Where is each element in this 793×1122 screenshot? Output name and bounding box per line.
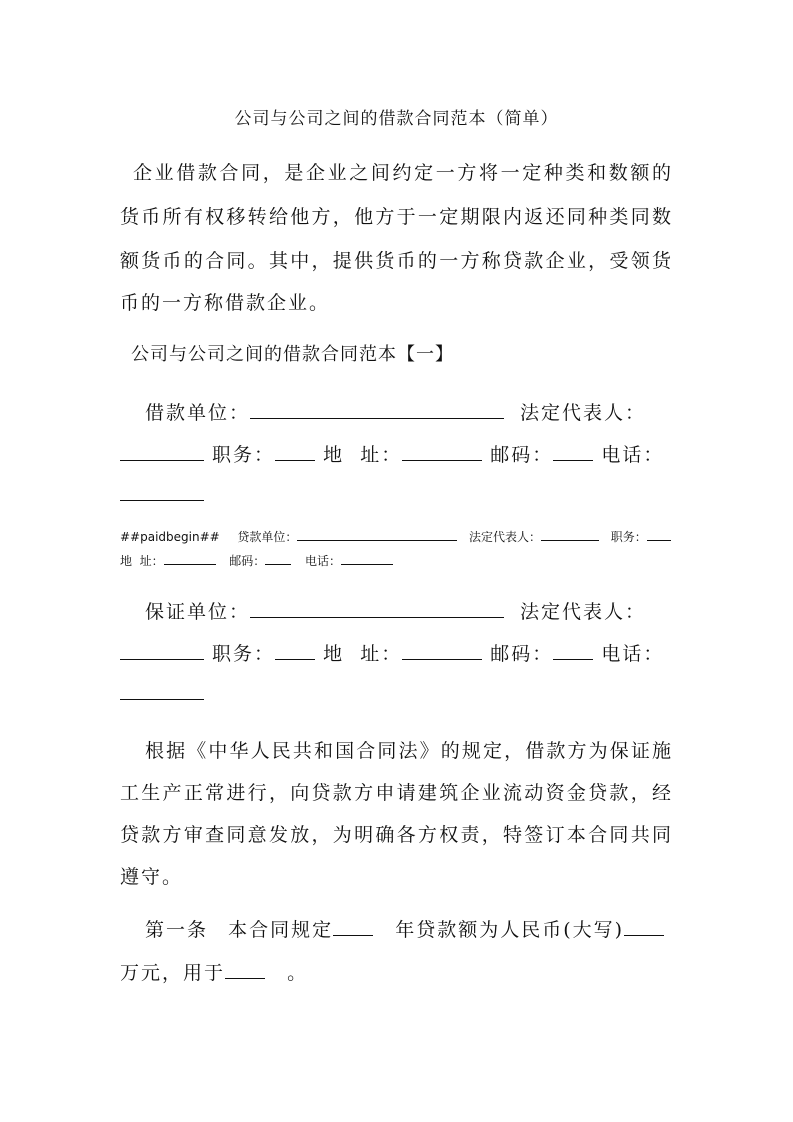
- lender-unit-label: 贷款单位：: [237, 530, 298, 544]
- lender-postcode-blank[interactable]: [265, 552, 291, 565]
- lender-duty-label: 职务：: [610, 530, 647, 544]
- guarantor-duty-blank[interactable]: [275, 642, 315, 660]
- borrower-rep-blank[interactable]: [120, 443, 204, 461]
- small-block-line-2: [120, 552, 673, 569]
- borrower-line-1: [145, 398, 673, 425]
- borrower-phone-blank[interactable]: [120, 483, 204, 501]
- lender-rep-label: 法定代表人：: [469, 530, 542, 544]
- article1-line-2: [120, 958, 673, 985]
- basis-line-1: 根据《中华人民共和国合同法》的规定，借款方为保证施: [145, 740, 673, 762]
- borrower-address-label: 地 址：: [323, 444, 403, 466]
- borrower-line-2: [120, 440, 673, 467]
- article1-amount-blank[interactable]: [624, 918, 664, 936]
- document-title: 公司与公司之间的借款合同范本（简单）: [234, 109, 559, 129]
- lender-phone-blank[interactable]: [341, 552, 393, 565]
- article1-text-c: 万元，用于: [120, 962, 226, 984]
- borrower-address-blank[interactable]: [402, 443, 482, 461]
- article1-text-d: 。: [287, 962, 309, 984]
- lender-phone-label: 电话：: [304, 554, 341, 568]
- basis-line-4: 遵守。: [120, 866, 184, 888]
- borrower-duty-blank[interactable]: [275, 443, 315, 461]
- guarantor-address-blank[interactable]: [402, 642, 482, 660]
- guarantor-address-label: 地 址：: [323, 643, 403, 665]
- intro-line-2: 货币所有权移转给他方，他方于一定期限内返还同种类同数: [120, 206, 673, 228]
- intro-line-4: 币的一方称借款企业。: [120, 292, 331, 314]
- borrower-duty-label: 职务：: [212, 444, 276, 466]
- borrower-phone-label: 电话：: [601, 444, 665, 466]
- borrower-postcode-blank[interactable]: [553, 443, 593, 461]
- guarantor-line-3: [120, 682, 673, 705]
- basis-line-3: 贷款方审查同意发放，为明确各方权责，特签订本合同共同: [120, 824, 673, 846]
- lender-duty-blank[interactable]: [647, 528, 671, 541]
- article1-purpose-blank[interactable]: [225, 961, 265, 979]
- lender-address-blank[interactable]: [164, 552, 216, 565]
- lender-rep-blank[interactable]: [541, 528, 599, 541]
- paid-marker: ##paidbegin##: [120, 530, 220, 544]
- guarantor-phone-label: 电话：: [601, 643, 665, 665]
- basis-line-2: 工生产正常进行，向贷款方申请建筑企业流动资金贷款，经: [120, 782, 673, 804]
- borrower-postcode-label: 邮码：: [490, 444, 554, 466]
- article1-line-1: [145, 915, 673, 942]
- article1-text-b: 年贷款额为人民币(大写): [395, 919, 625, 941]
- guarantor-rep-label: 法定代表人：: [520, 601, 647, 623]
- guarantor-duty-label: 职务：: [212, 643, 276, 665]
- guarantor-rep-blank[interactable]: [120, 642, 204, 660]
- borrower-rep-label: 法定代表人：: [520, 402, 647, 424]
- borrower-unit-label: 借款单位：: [145, 402, 251, 424]
- small-block-line-1: [120, 528, 673, 545]
- article1-text-a: 本合同规定: [228, 919, 334, 941]
- intro-line-1: 企业借款合同，是企业之间约定一方将一定种类和数额的: [133, 162, 673, 184]
- lender-postcode-label: 邮码：: [229, 554, 266, 568]
- borrower-line-3: [120, 483, 673, 506]
- intro-line-3: 额货币的合同。其中，提供货币的一方称贷款企业，受领货: [120, 250, 673, 272]
- section-title: 公司与公司之间的借款合同范本【一】: [131, 344, 454, 365]
- guarantor-line-2: [120, 639, 673, 666]
- guarantor-phone-blank[interactable]: [120, 682, 204, 700]
- guarantor-postcode-label: 邮码：: [490, 643, 554, 665]
- guarantor-unit-label: 保证单位：: [145, 601, 251, 623]
- guarantor-postcode-blank[interactable]: [553, 642, 593, 660]
- lender-unit-blank[interactable]: [297, 528, 457, 541]
- article1-label: 第一条: [145, 919, 209, 941]
- article1-year-blank[interactable]: [333, 918, 373, 936]
- guarantor-unit-blank[interactable]: [250, 600, 504, 618]
- lender-address-label: 地 址：: [120, 554, 164, 568]
- guarantor-line-1: [145, 597, 673, 624]
- borrower-unit-blank[interactable]: [250, 401, 504, 419]
